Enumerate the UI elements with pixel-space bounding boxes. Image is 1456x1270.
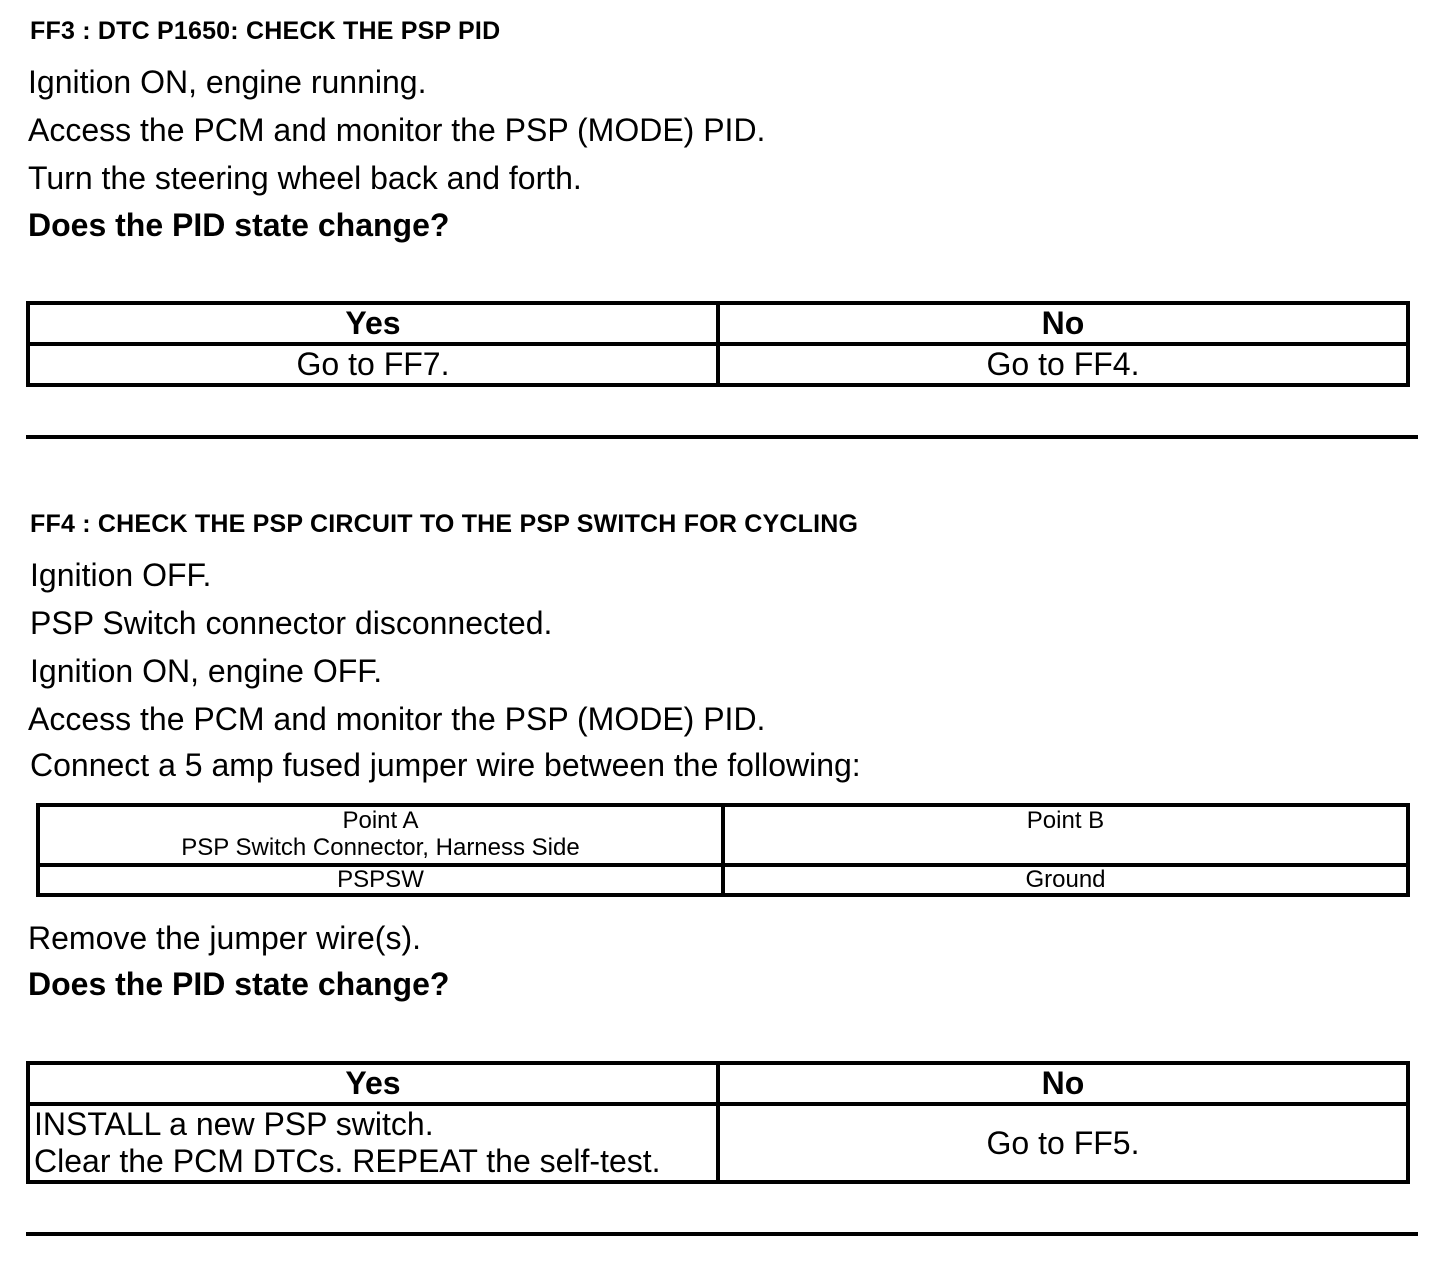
yes-header: Yes (28, 1063, 718, 1104)
ff4-step-4: Access the PCM and monitor the PSP (MODE) PID. (28, 701, 766, 737)
jumper-points-table (36, 803, 1410, 897)
ff4-step-3: Ignition ON, engine OFF. (30, 653, 383, 689)
ff4-step-2: PSP Switch connector disconnected. (30, 605, 553, 641)
ff4-after-step: Remove the jumper wire(s). (28, 920, 421, 956)
ff4-step-1: Ignition OFF. (30, 557, 212, 593)
section-divider (26, 435, 1418, 439)
ff3-step-3: Turn the steering wheel back and forth. (28, 160, 582, 196)
point-a-subheader: PSP Switch Connector, Harness Side (181, 834, 580, 861)
ff4-step-5: Connect a 5 amp fused jumper wire between the following: (30, 747, 861, 783)
yes-action-line-1: INSTALL a new PSP switch. (34, 1106, 434, 1142)
point-b-value: Ground (723, 865, 1408, 895)
ff4-heading: FF4 : CHECK THE PSP CIRCUIT TO THE PSP SWITCH FOR CYCLING (30, 510, 859, 538)
yes-action-line-2: Clear the PCM DTCs. REPEAT the self-test. (34, 1143, 661, 1179)
ff3-step-1: Ignition ON, engine running. (28, 64, 427, 100)
no-header: No (718, 303, 1408, 344)
no-action: Go to FF5. (718, 1104, 1408, 1182)
point-a-header-cell (38, 805, 723, 865)
ff4-decision-table (26, 1061, 1410, 1184)
ff4-question: Does the PID state change? (28, 966, 450, 1002)
yes-header: Yes (28, 303, 718, 344)
point-b-header: Point B (723, 805, 1408, 865)
yes-action (28, 1104, 718, 1182)
ff3-decision-table (26, 301, 1410, 387)
no-header: No (718, 1063, 1408, 1104)
ff3-step-2: Access the PCM and monitor the PSP (MODE) PID. (28, 112, 766, 148)
point-a-value: PSPSW (38, 865, 723, 895)
no-action: Go to FF4. (718, 344, 1408, 385)
section-divider (26, 1232, 1418, 1236)
ff3-question: Does the PID state change? (28, 207, 450, 243)
ff3-heading: FF3 : DTC P1650: CHECK THE PSP PID (30, 17, 501, 45)
yes-action: Go to FF7. (28, 344, 718, 385)
point-a-header: Point A (342, 807, 419, 834)
